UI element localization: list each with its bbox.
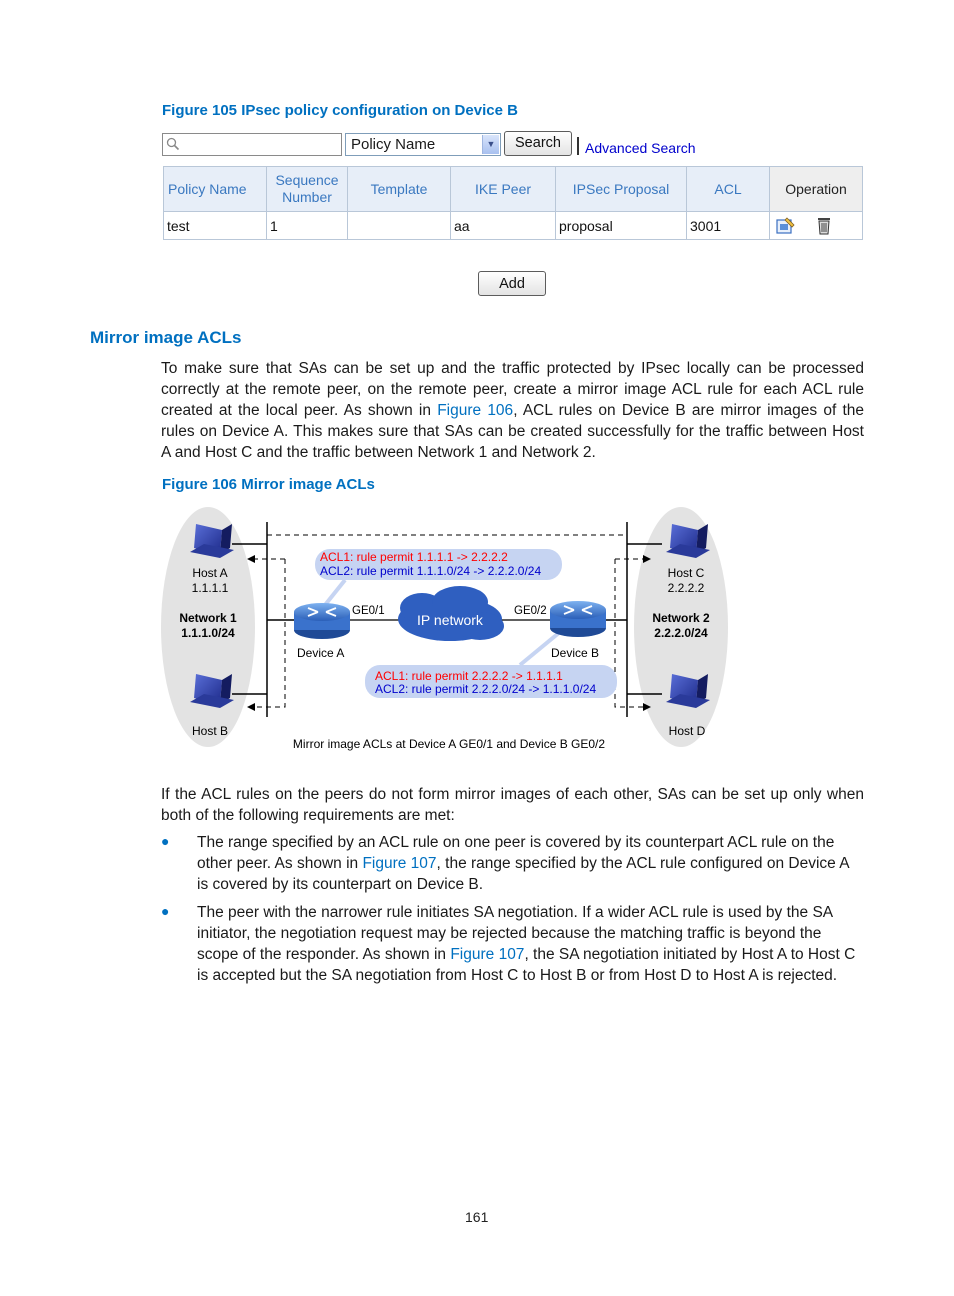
search-field-select[interactable] [345, 133, 501, 156]
section-heading: Mirror image ACLs [90, 328, 242, 347]
intro-text-1: To make sure that SAs can be set up and the traffic protected by IPsec locally can be processed correctly at the remote peer, on the remote peer, create a mirror image ACL rule for each ACL rule created at the local peer. As shown in [161, 360, 864, 419]
bullet-2-text-2: , the SA negotiation initiated by Host A to Host C is accepted but the SA negotiation from Host C to Host B or from Host D to Host A is rejected. [197, 946, 856, 984]
search-icon [166, 137, 180, 151]
bullet-text [197, 832, 864, 895]
device-b-label: Device B [551, 646, 600, 660]
toolbar-separator [577, 137, 579, 155]
col-ipsec-proposal[interactable]: IPSec Proposal [556, 167, 687, 212]
bullet-1-text-2: , the range specified by the ACL rule configured on Device A is covered by its counterpart on Device B. [197, 855, 849, 893]
col-template[interactable]: Template [348, 167, 451, 212]
requirements-paragraph: If the ACL rules on the peers do not form mirror images of each other, SAs can be set up only when both of the following requirements are met: [161, 786, 864, 824]
page-number: 161 [465, 1209, 489, 1225]
intro-text-2: , ACL rules on Device B are mirror images of the rules on Device A. This makes sure that SAs can be created successfully for the traffic between Host A and Host C and the traffic between Network 1 and Network 2. [161, 402, 865, 461]
chevron-down-icon[interactable]: ▼ [482, 135, 499, 154]
col-ike-peer[interactable]: IKE Peer [451, 167, 556, 212]
search-button[interactable]: Search [504, 131, 572, 156]
host-c-ip: 2.2.2.2 [667, 581, 705, 595]
host-b-computer-icon [190, 674, 234, 708]
host-d-computer-icon [666, 674, 710, 708]
network-1-label: Network 1 [179, 611, 237, 625]
col-operation: Operation [770, 167, 863, 212]
list-item [161, 832, 864, 895]
ip-network-label: IP network [417, 612, 483, 628]
bullet-icon: ● [161, 903, 170, 919]
ge0-1-label: GE0/1 [352, 605, 385, 617]
ipsec-policy-table [163, 166, 863, 240]
col-policy-name[interactable]: Policy Name [164, 167, 267, 212]
figure-107-link[interactable]: Figure 107 [362, 855, 437, 872]
figure-106-link[interactable]: Figure 106 [437, 402, 514, 419]
cell-operation [770, 212, 863, 240]
cell-policy-name: test [164, 212, 267, 240]
table-header-row [164, 167, 863, 212]
acl-b-rule-1: ACL1: rule permit 2.2.2.2 -> 1.1.1.1 [375, 669, 563, 683]
host-a-computer-icon [190, 524, 234, 558]
add-button[interactable]: Add [478, 271, 546, 296]
acl-a-rule-1: ACL1: rule permit 1.1.1.1 -> 2.2.2.2 [320, 550, 508, 564]
device-a-switch-icon [294, 603, 350, 639]
intro-paragraph [161, 358, 864, 463]
bullet-1-text-1: The range specified by an ACL rule on one peer is covered by its counterpart ACL rule on the other peer. As shown in [197, 834, 835, 872]
col-sequence-number[interactable]: Sequence Number [267, 167, 348, 212]
network-2-subnet: 2.2.2.0/24 [654, 626, 708, 640]
search-input[interactable] [162, 133, 342, 156]
acl-b-rule-2: ACL2: rule permit 2.2.2.0/24 -> 1.1.1.0/24 [375, 682, 597, 696]
cell-sequence: 1 [267, 212, 348, 240]
host-a-ip: 1.1.1.1 [191, 581, 229, 595]
figure-107-link[interactable]: Figure 107 [450, 946, 525, 963]
edit-icon[interactable] [775, 216, 797, 236]
network-1-subnet: 1.1.1.0/24 [181, 626, 235, 640]
figure-106-caption: Figure 106 Mirror image ACLs [162, 476, 375, 493]
host-b-label: Host B [191, 724, 229, 738]
bullet-2-text-1: The peer with the narrower rule initiates SA negotiation. If a wider ACL rule is used by the SA initiator, the negotiation request may be rejected because the matching traffic is beyond the scope of the responder. As shown in [197, 904, 833, 963]
cell-proposal: proposal [556, 212, 687, 240]
list-item [161, 902, 864, 986]
trash-icon[interactable] [815, 216, 833, 236]
search-field-select-value: Policy Name [351, 136, 436, 153]
network-2-label: Network 2 [652, 611, 710, 625]
advanced-search-link[interactable]: Advanced Search [585, 140, 696, 156]
bullet-icon: ● [161, 833, 170, 849]
requirements-list [161, 832, 864, 986]
host-c-label: Host C [667, 566, 705, 580]
device-a-label: Device A [297, 646, 345, 660]
acl-a-rule-2: ACL2: rule permit 1.1.1.0/24 -> 2.2.2.0/24 [320, 564, 542, 578]
cell-acl: 3001 [687, 212, 770, 240]
figure-105-caption: Figure 105 IPsec policy configuration on Device B [162, 102, 518, 119]
ge0-2-label: GE0/2 [514, 605, 547, 617]
host-d-label: Host D [668, 724, 706, 738]
diagram-bottom-caption: Mirror image ACLs at Device A GE0/1 and Device B GE0/2 [292, 737, 606, 751]
cell-template [348, 212, 451, 240]
col-acl[interactable]: ACL [687, 167, 770, 212]
mirror-acl-diagram [160, 502, 735, 757]
device-b-switch-icon [550, 601, 606, 637]
cell-ike-peer: aa [451, 212, 556, 240]
host-c-computer-icon [666, 524, 710, 558]
bullet-text [197, 902, 864, 986]
table-row [164, 212, 863, 240]
host-a-label: Host A [192, 566, 228, 580]
